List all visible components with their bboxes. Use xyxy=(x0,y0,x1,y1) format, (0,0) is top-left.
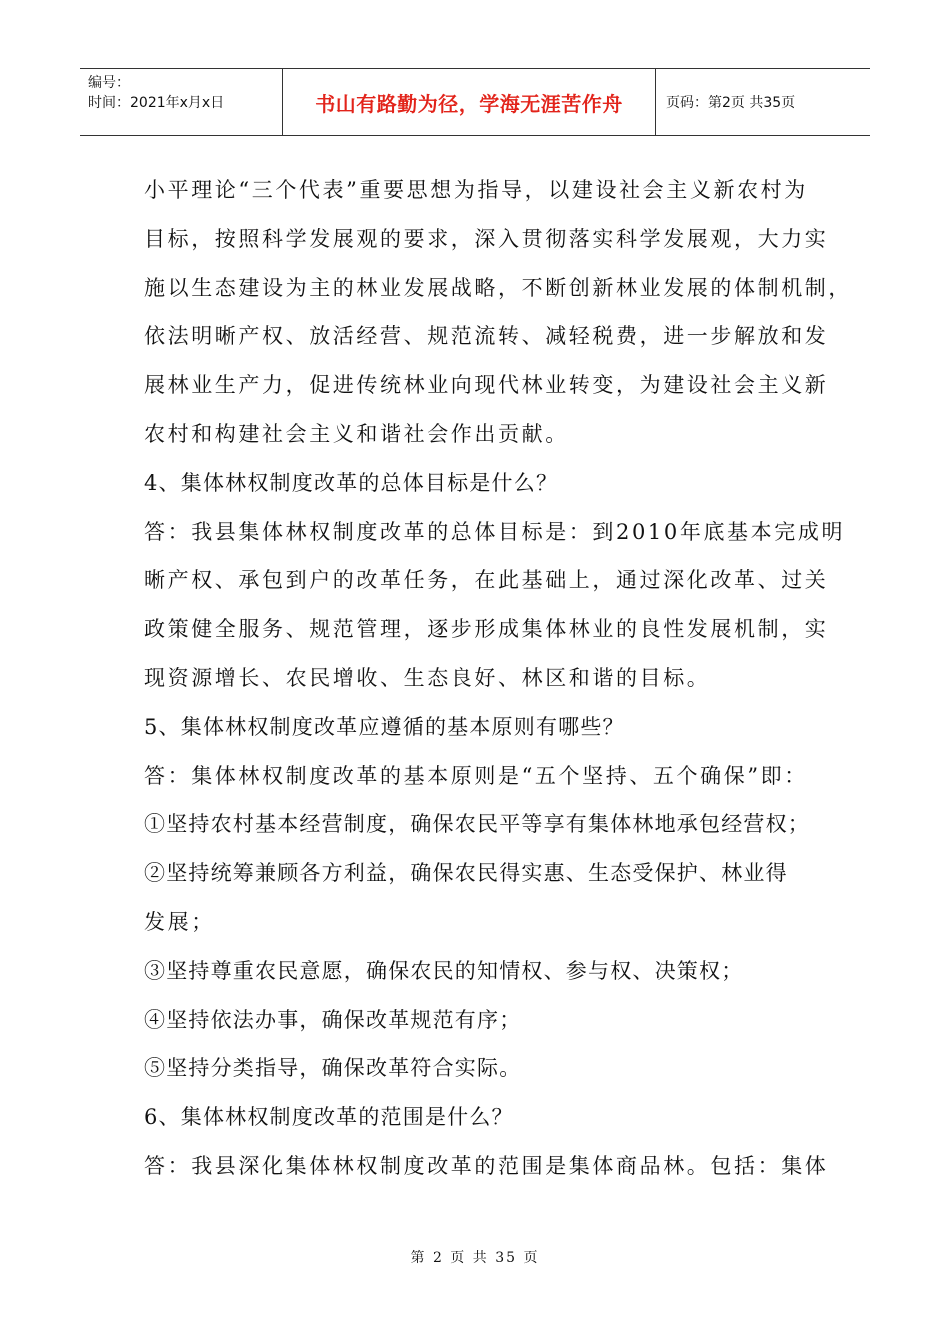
header-motto: 书山有路勤为径，学海无涯苦作舟 xyxy=(315,91,623,116)
body-line: 施以生态建设为主的林业发展战略，不断创新林业发展的体制机制， xyxy=(144,275,852,300)
answer-line: 答：我县深化集体林权制度改革的范围是集体商品林。包括：集体 xyxy=(144,1153,829,1178)
body-line: 现资源增长、农民增收、生态良好、林区和谐的目标。 xyxy=(144,665,711,690)
body-line: 政策健全服务、规范管理，逐步形成集体林业的良性发展机制，实 xyxy=(144,617,829,642)
principle-item: ④坚持依法办事，确保改革规范有序； xyxy=(144,1007,522,1032)
header-motto-cell xyxy=(283,69,656,135)
document-time-label: 时间：2021年x月x日 xyxy=(88,95,225,111)
body-line: 展林业生产力，促进传统林业向现代林业转变，为建设社会主义新 xyxy=(144,373,829,398)
body-line: 发展； xyxy=(144,909,215,934)
body-line: 目标，按照科学发展观的要求，深入贯彻落实科学发展观，大力实 xyxy=(144,226,829,251)
principle-item: ③坚持尊重农民意愿，确保农民的知情权、参与权、决策权； xyxy=(144,958,744,983)
page-footer: 第 2 页 共 35 页 xyxy=(410,1250,540,1266)
document-body xyxy=(144,166,852,1191)
question-heading: 4、集体林权制度改革的总体目标是什么？ xyxy=(144,470,559,495)
question-heading: 5、集体林权制度改革应遵循的基本原则有哪些？ xyxy=(144,714,625,739)
body-line: 农村和构建社会主义和谐社会作出贡献。 xyxy=(144,421,569,446)
header-meta xyxy=(80,69,283,135)
page-info-text: 页码：第2页 共35页 xyxy=(666,95,796,111)
body-line: 依法明晰产权、放活经营、规范流转、减轻税费，进一步解放和发 xyxy=(144,324,829,349)
body-line: 小平理论“三个代表”重要思想为指导，以建设社会主义新农村为 xyxy=(144,178,808,202)
answer-line: 答：集体林权制度改革的基本原则是“五个坚持、五个确保”即： xyxy=(144,763,808,788)
body-line: 晰产权、承包到户的改革任务，在此基础上，通过深化改革、过关 xyxy=(144,568,829,593)
answer-line: 答：我县集体林权制度改革的总体目标是：到2010年底基本完成明 xyxy=(144,519,846,544)
principle-item: ②坚持统筹兼顾各方利益，确保农民得实惠、生态受保护、林业得 xyxy=(144,861,788,886)
principle-item: ①坚持农村基本经营制度，确保农民平等享有集体林地承包经营权； xyxy=(144,812,810,837)
header-page-info xyxy=(656,69,870,135)
document-number-label: 编号： xyxy=(88,75,130,91)
principle-item: ⑤坚持分类指导，确保改革符合实际。 xyxy=(144,1056,522,1081)
question-heading: 6、集体林权制度改革的范围是什么？ xyxy=(144,1105,514,1130)
document-header xyxy=(80,68,870,136)
